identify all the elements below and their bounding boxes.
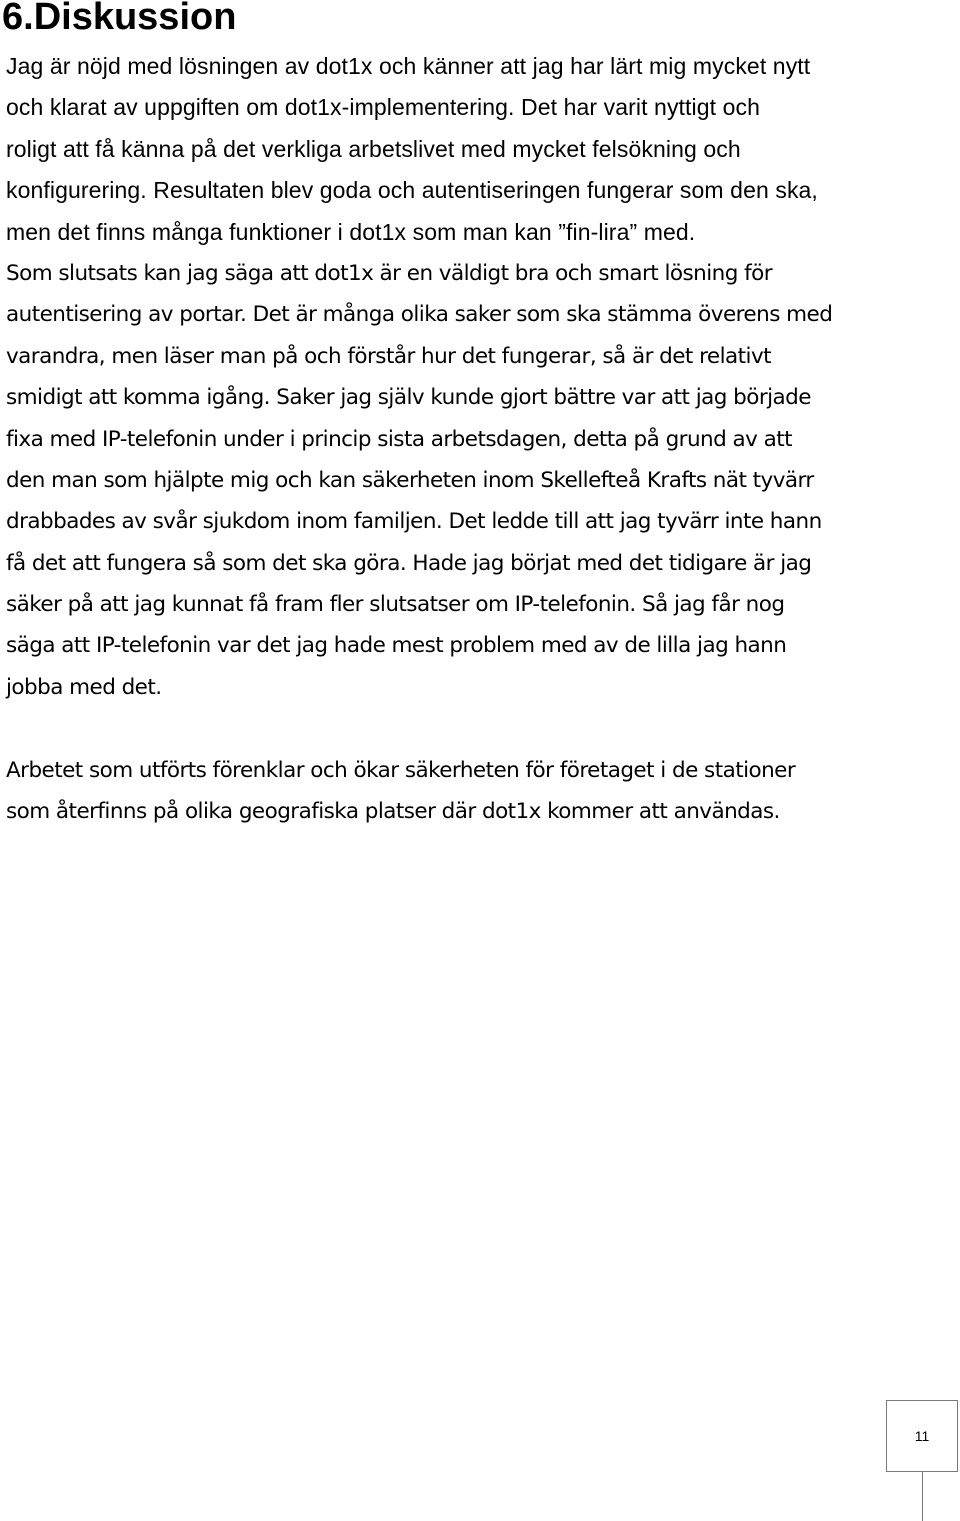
section-heading: 6.Diskussion [2,0,237,38]
text-line: den man som hjälpte mig och kan säkerheten inom Skellefteå Krafts nät tyvärr [6,467,814,493]
page-number-connector [922,1472,923,1521]
text-line: som återfinns på olika geografiska platser där dot1x kommer att användas. [6,799,780,825]
page-number: 11 [886,1400,958,1472]
text-line: få det att fungera så som det ska göra. Hade jag börjat med det tidigare är jag [6,550,812,576]
conclusion-paragraph [6,750,960,833]
text-line: fixa med IP-telefonin under i princip sista arbetsdagen, detta på grund av att [6,426,792,452]
text-line: och klarat av uppgiften om dot1x-implementering. Det har varit nyttigt och [6,94,760,121]
text-line: Arbetet som utförts förenklar och ökar säkerheten för företaget i de stationer [6,758,796,783]
text-line: Jag är nöjd med lösningen av dot1x och känner att jag har lärt mig mycket nytt [6,53,811,79]
discussion-paragraph [6,46,960,708]
text-line: autentisering av portar. Det är många olika saker som ska stämma överens med [6,302,833,328]
text-line: säker på att jag kunnat få fram fler slutsatser om IP-telefonin. Så jag får nog [6,592,785,618]
text-line: Som slutsats kan jag säga att dot1x är en väldigt bra och smart lösning för [6,260,773,286]
text-line: konfigurering. Resultaten blev goda och autentiseringen fungerar som den ska, [6,177,818,204]
text-line: smidigt att komma igång. Saker jag själv kunde gjort bättre var att jag började [6,385,811,411]
text-line: drabbades av svår sjukdom inom familjen. Det ledde till att jag tyvärr inte hann [6,509,822,535]
text-line: säga att IP-telefonin var det jag hade mest problem med av de lilla jag hann [6,633,787,659]
text-line: roligt att få känna på det verkliga arbetslivet med mycket felsökning och [6,135,741,162]
text-line: varandra, men läser man på och förstår hur det fungerar, så är det relativt [6,343,772,369]
text-line: jobba med det. [6,674,162,700]
text-line: men det finns många funktioner i dot1x som man kan ”fin-lira” med. [6,218,696,245]
